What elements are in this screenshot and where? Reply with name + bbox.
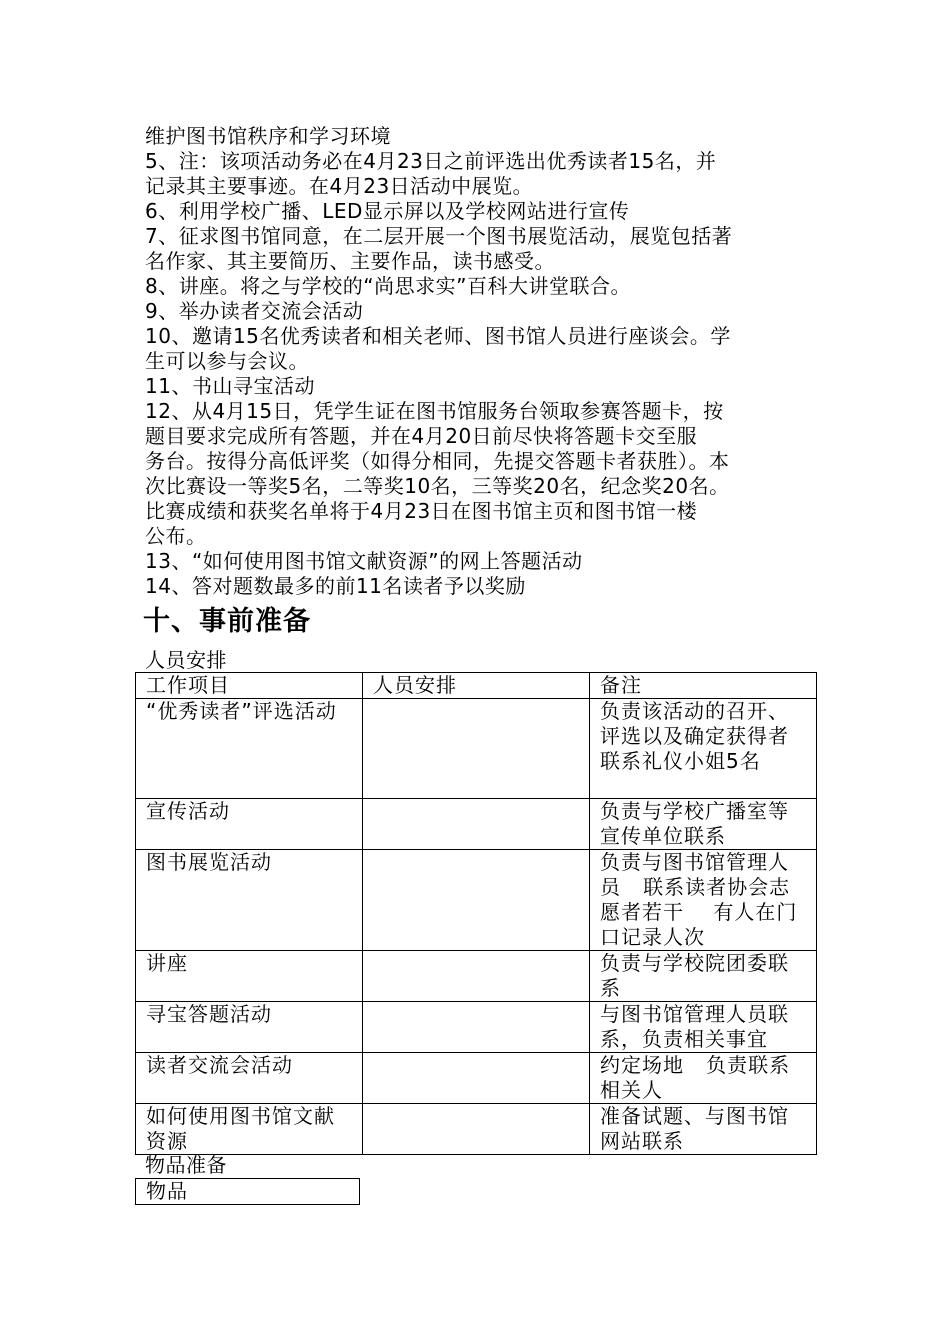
paragraph-line: 公布。 bbox=[145, 524, 207, 548]
table-header-row bbox=[136, 1179, 360, 1205]
paragraph-line: 次比赛设一等奖5名，二等奖10名，三等奖20名，纪念奖20名。 bbox=[145, 474, 730, 498]
paragraph-line: 9、举办读者交流会活动 bbox=[145, 299, 364, 323]
paragraph-line: 生可以参与会议。 bbox=[145, 349, 309, 373]
column-header: 备注 bbox=[590, 673, 817, 699]
items-table-caption: 物品准备 bbox=[145, 1153, 227, 1177]
items-table bbox=[135, 1178, 360, 1205]
paragraph-line: 5、注：该项活动务必在4月23日之前评选出优秀读者15名，并 bbox=[145, 149, 717, 173]
paragraph-line: 12、从4月15日，凭学生证在图书馆服务台领取参赛答题卡，按 bbox=[145, 399, 724, 423]
column-header: 物品 bbox=[136, 1179, 360, 1205]
staff-cell bbox=[363, 1053, 590, 1104]
staff-cell bbox=[363, 1002, 590, 1053]
paragraph-line: 8、讲座。将之与学校的“尚思求实”百科大讲堂联合。 bbox=[145, 274, 631, 298]
table-row bbox=[136, 951, 817, 1002]
note-cell: 约定场地 负责联系相关人 bbox=[590, 1053, 817, 1104]
paragraph-line: 比赛成绩和获奖名单将于4月23日在图书馆主页和图书馆一楼 bbox=[145, 499, 698, 523]
table-row bbox=[136, 1104, 817, 1155]
paragraph-line: 务台。按得分高低评奖（如得分相同，先提交答题卡者获胜）。本 bbox=[145, 449, 730, 473]
note-cell: 负责与学校院团委联系 bbox=[590, 951, 817, 1002]
note-cell: 准备试题、与图书馆网站联系 bbox=[590, 1104, 817, 1155]
work-item-cell: 宣传活动 bbox=[136, 799, 363, 850]
column-header: 人员安排 bbox=[363, 673, 590, 699]
paragraph-line: 名作家、其主要简历、主要作品，读书感受。 bbox=[145, 249, 555, 273]
work-item-cell: 如何使用图书馆文献资源 bbox=[136, 1104, 363, 1155]
paragraph-line: 维护图书馆秩序和学习环境 bbox=[145, 124, 391, 148]
table-row bbox=[136, 799, 817, 850]
staff-table-caption: 人员安排 bbox=[145, 648, 227, 672]
paragraph-line: 13、“如何使用图书馆文献资源”的网上答题活动 bbox=[145, 549, 583, 573]
table-row bbox=[136, 850, 817, 951]
paragraph-line: 10、邀请15名优秀读者和相关老师、图书馆人员进行座谈会。学 bbox=[145, 324, 731, 348]
column-header: 工作项目 bbox=[136, 673, 363, 699]
work-item-cell: “优秀读者”评选活动 bbox=[136, 699, 363, 799]
note-cell: 与图书馆管理人员联系，负责相关事宜 bbox=[590, 1002, 817, 1053]
note-cell: 负责与学校广播室等宣传单位联系 bbox=[590, 799, 817, 850]
paragraph-line: 7、征求图书馆同意，在二层开展一个图书展览活动，展览包括著 bbox=[145, 224, 733, 248]
activity-list bbox=[145, 124, 813, 599]
paragraph-line: 6、利用学校广播、LED显示屏以及学校网站进行宣传 bbox=[145, 199, 630, 223]
paragraph-line: 14、答对题数最多的前11名读者予以奖励 bbox=[145, 574, 526, 598]
staff-cell bbox=[363, 799, 590, 850]
table-header-row bbox=[136, 673, 817, 699]
table-row bbox=[136, 1053, 817, 1104]
work-item-cell: 图书展览活动 bbox=[136, 850, 363, 951]
table-row bbox=[136, 699, 817, 799]
work-item-cell: 读者交流会活动 bbox=[136, 1053, 363, 1104]
paragraph-line: 记录其主要事迹。在4月23日活动中展览。 bbox=[145, 174, 534, 198]
section-heading: 十、事前准备 bbox=[143, 606, 311, 637]
staff-cell bbox=[363, 951, 590, 1002]
note-cell: 负责该活动的召开、评选以及确定获得者 联系礼仪小姐5名 bbox=[590, 699, 817, 799]
table-row bbox=[136, 1002, 817, 1053]
work-item-cell: 讲座 bbox=[136, 951, 363, 1002]
staff-arrangement-table bbox=[135, 672, 817, 1155]
paragraph-line: 11、书山寻宝活动 bbox=[145, 374, 315, 398]
work-item-cell: 寻宝答题活动 bbox=[136, 1002, 363, 1053]
staff-cell bbox=[363, 699, 590, 799]
staff-cell bbox=[363, 1104, 590, 1155]
paragraph-line: 题目要求完成所有答题，并在4月20日前尽快将答题卡交至服 bbox=[145, 424, 698, 448]
staff-cell bbox=[363, 850, 590, 951]
note-cell: 负责与图书馆管理人员 联系读者协会志愿者若干 有人在门口记录人次 bbox=[590, 850, 817, 951]
